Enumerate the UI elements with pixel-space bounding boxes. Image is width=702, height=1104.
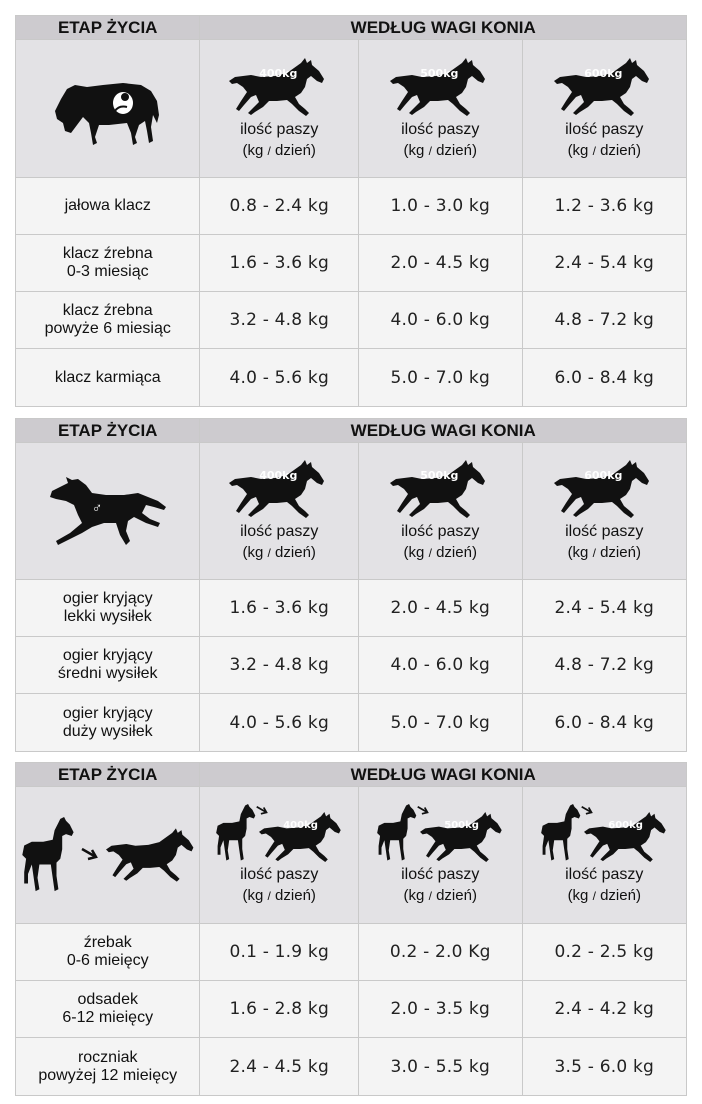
feed-table-foals [15, 762, 687, 1096]
value-cell: 4.0 - 5.6 kg [200, 694, 359, 751]
value-cell: 2.0 - 4.5 kg [359, 580, 523, 636]
table-row [16, 349, 686, 406]
qty-label: ilość paszy [240, 120, 319, 138]
unit-label: (kg / dzień) [567, 887, 641, 904]
table-header [16, 16, 686, 40]
weight-col-500 [359, 443, 523, 579]
stage-label: roczniak powyżej 12 mieięcy [16, 1038, 200, 1095]
weight-label: 500kg [420, 66, 459, 80]
horse-500-icon [390, 57, 490, 117]
qty-label: ilość paszy [240, 866, 319, 883]
value-cell: 0.8 - 2.4 kg [200, 178, 359, 234]
value-cell: 0.2 - 2.0 Kg [359, 924, 523, 980]
stage-icon-cell [16, 40, 200, 177]
value-cell: 2.4 - 4.2 kg [554, 999, 654, 1019]
value-cell: 4.0 - 6.0 kg [359, 292, 523, 348]
icon-row [16, 787, 686, 924]
value-cell: 3.2 - 4.8 kg [200, 637, 359, 693]
value-cell: 2.4 - 4.5 kg [200, 1038, 359, 1095]
value-cell: 5.0 - 7.0 kg [359, 349, 523, 406]
foal-icon [538, 804, 582, 862]
arrow-right-icon [580, 804, 596, 818]
weight-col-400 [200, 40, 359, 177]
stage-icon-cell [16, 787, 200, 923]
weight-label: 600kg [584, 66, 623, 80]
qty-label: ilość paszy [401, 866, 480, 883]
stage-label: ogier kryjący średni wysiłek [16, 637, 200, 693]
horse-600-icon [554, 459, 654, 519]
unit-label: (kg / dzień) [242, 544, 316, 561]
weight-col-600 [523, 443, 687, 579]
arrow-right-icon [416, 804, 432, 818]
qty-label: ilość paszy [565, 866, 644, 883]
unit-label: (kg / dzień) [403, 544, 477, 561]
foal-to-horse-icon [18, 817, 198, 893]
table-row [16, 178, 686, 235]
value-cell: 0.2 - 2.5 kg [554, 942, 654, 962]
table-row [16, 292, 686, 349]
unit-label: (kg / dzień) [403, 887, 477, 904]
horse-500-icon [390, 459, 490, 519]
value-cell: 2.0 - 3.5 kg [359, 981, 523, 1037]
value-cell: 4.8 - 7.2 kg [554, 655, 654, 675]
table-row [16, 924, 686, 981]
qty-label: ilość paszy [240, 523, 319, 540]
horse-600-icon [584, 806, 670, 860]
stage-label: ogier kryjący duży wysiłek [16, 694, 200, 751]
stage-label: źrebak 0-6 mieięcy [16, 924, 200, 980]
weight-header: WEDŁUG WAGI KONIA [350, 17, 536, 37]
qty-label: ilość paszy [401, 120, 480, 138]
weight-label: 600kg [584, 469, 623, 482]
stage-label: ogier kryjący lekki wysiłek [16, 580, 200, 636]
value-cell: 3.2 - 4.8 kg [200, 292, 359, 348]
value-cell: 6.0 - 8.4 kg [554, 367, 654, 388]
value-cell: 1.0 - 3.0 kg [359, 178, 523, 234]
stage-icon-cell [16, 443, 200, 579]
table-header [16, 419, 686, 443]
value-cell: 6.0 - 8.4 kg [554, 712, 654, 733]
feed-table-mares [15, 15, 687, 407]
icon-row [16, 40, 686, 178]
weight-col-400 [200, 787, 359, 923]
qty-label: ilość paszy [565, 523, 644, 540]
weight-header: WEDŁUG WAGI KONIA [350, 764, 536, 784]
table-row [16, 235, 686, 292]
value-cell: 4.8 - 7.2 kg [554, 310, 654, 330]
value-cell: 2.4 - 5.4 kg [554, 598, 654, 618]
table-row [16, 637, 686, 694]
unit-label: (kg / dzień) [567, 544, 641, 561]
foal-icon [18, 817, 76, 893]
feed-table-stallions [15, 418, 687, 752]
stage-label: klacz źrebna powyże 6 miesiąc [16, 292, 200, 348]
table-row [16, 981, 686, 1038]
weight-label: 600kg [608, 820, 643, 831]
unit-label: (kg / dzień) [567, 141, 641, 159]
weight-col-500 [359, 787, 523, 923]
unit-label: (kg / dzień) [242, 887, 316, 904]
arrow-right-icon [255, 804, 271, 818]
weight-header: WEDŁUG WAGI KONIA [350, 420, 536, 440]
horse-400-icon [229, 57, 329, 117]
stage-label: klacz źrebna 0-3 miesiąc [16, 235, 200, 291]
value-cell: 1.6 - 3.6 kg [200, 580, 359, 636]
weight-label: 400kg [259, 66, 298, 80]
value-cell: 3.0 - 5.5 kg [359, 1038, 523, 1095]
horse-500-icon [420, 806, 506, 860]
arrow-right-icon [80, 845, 102, 865]
stage-label: jałowa klacz [16, 178, 200, 234]
value-cell: 2.4 - 5.4 kg [554, 253, 654, 273]
male-symbol-icon: ♂ [91, 499, 103, 515]
pregnant-mare-icon [53, 71, 163, 147]
table-header [16, 763, 686, 787]
stage-label: odsadek 6-12 mieięcy [16, 981, 200, 1037]
unit-label: (kg / dzień) [242, 141, 316, 159]
table-row [16, 1038, 686, 1095]
stage-label: klacz karmiąca [16, 349, 200, 406]
stage-header: ETAP ŻYCIA [16, 763, 200, 786]
horse-400-icon [259, 806, 345, 860]
growth-icon [374, 804, 506, 862]
growth-icon [538, 804, 670, 862]
icon-row [16, 443, 686, 580]
growth-icon [213, 804, 345, 862]
value-cell: 2.0 - 4.5 kg [359, 235, 523, 291]
weight-col-400 [200, 443, 359, 579]
stage-header: ETAP ŻYCIA [16, 16, 200, 39]
qty-label: ilość paszy [565, 120, 644, 138]
value-cell: 3.5 - 6.0 kg [554, 1056, 654, 1077]
value-cell: 1.2 - 3.6 kg [554, 196, 654, 216]
adult-horse-icon [106, 827, 198, 883]
unit-label: (kg / dzień) [403, 141, 477, 159]
value-cell: 1.6 - 2.8 kg [200, 981, 359, 1037]
weight-label: 400kg [283, 820, 318, 831]
value-cell: 0.1 - 1.9 kg [200, 924, 359, 980]
value-cell: 1.6 - 3.6 kg [200, 235, 359, 291]
weight-col-600 [523, 787, 687, 923]
weight-col-500 [359, 40, 523, 177]
stage-header: ETAP ŻYCIA [16, 419, 200, 442]
table-row [16, 580, 686, 637]
table-row [16, 694, 686, 751]
horse-600-icon [554, 57, 654, 117]
stallion-icon [48, 475, 168, 547]
foal-icon [213, 804, 257, 862]
value-cell: 4.0 - 5.6 kg [200, 349, 359, 406]
horse-400-icon [229, 459, 329, 519]
weight-label: 500kg [420, 469, 459, 482]
weight-label: 400kg [259, 469, 298, 482]
weight-label: 500kg [444, 820, 479, 831]
weight-col-600 [523, 40, 687, 177]
foal-icon [374, 804, 418, 862]
value-cell: 5.0 - 7.0 kg [359, 694, 523, 751]
qty-label: ilość paszy [401, 523, 480, 540]
value-cell: 4.0 - 6.0 kg [359, 637, 523, 693]
